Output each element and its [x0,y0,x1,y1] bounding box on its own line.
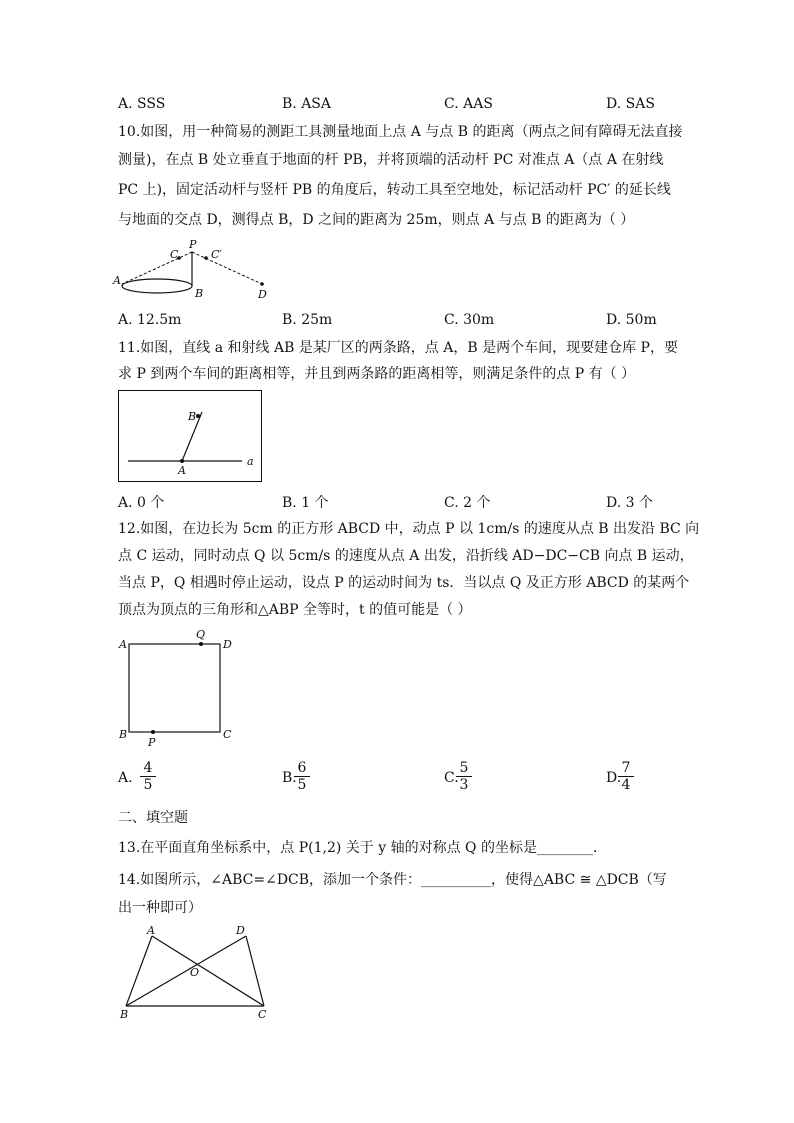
q10-label-d: D [258,288,267,301]
q10-option-d: D. 50m [606,312,657,328]
section-heading: 二、填空题 [118,810,188,826]
q14-label-a: A [147,924,155,937]
q14-line-2: 出一种即可） [118,900,202,916]
q11-option-a: A. 0 个 [118,495,165,511]
q10-label-b: B [195,287,204,300]
q12-label-d: D [223,638,232,651]
q11-option-b: B. 1 个 [282,495,329,511]
q14-label-c: C [258,1008,267,1021]
q10-option-c: C. 30m [444,312,495,328]
q10-label-a: A [113,274,121,287]
q14-label-d: D [236,924,245,937]
q12-line-4: 顶点为顶点的三角形和△ABP 全等时，t 的值可能是（ ） [118,602,472,618]
q12-line-2: 点 C 运动，同时动点 Q 以 5cm/s 的速度从点 A 出发，沿折线 AD−DC−CB 向点 B 运动， [118,548,694,564]
q11-line-2: 求 P 到两个车间的距离相等，并且到两条路的距离相等，则满足条件的点 P 有（ ） [118,366,636,382]
q10-line-3: PC 上)，固定活动杆与竖杆 PB 的角度后，转动工具至空地处，标记活动杆 PC′ 的延长线 [118,182,671,198]
q10-label-c-prime: C′ [211,248,222,261]
q9-option-d: D. SAS [606,96,655,112]
q12-figure [116,628,240,750]
q10-label-c: C [170,248,179,261]
q10-label-p: P [189,238,197,251]
q12-label-q: Q [196,628,206,641]
q14-label-o: O [190,966,200,979]
q9-option-c: C. AAS [444,96,493,112]
q12-label-b: B [119,728,128,741]
q11-option-d: D. 3 个 [606,495,653,511]
q12-label-c: C [223,728,232,741]
q11-label-a: A [178,464,186,477]
q12-label-p: P [148,736,156,749]
q11-label-line-a: a [247,455,254,468]
q10-line-2: 测量)，在点 B 处立垂直于地面的杆 PB，并将顶端的活动杆 PC 对准点 A（点 A 在射线 [118,152,664,168]
q11-label-b: B [188,410,197,423]
q9-option-a: A. SSS [118,96,166,112]
q11-line-1: 11.如图，直线 a 和射线 AB 是某厂区的两条路，点 A，B 是两个车间，现要建仓库 P，要 [118,340,678,356]
q10-option-b: B. 25m [282,312,333,328]
q10-figure [112,236,282,304]
q10-line-1: 10.如图，用一种简易的测距工具测量地面上点 A 与点 B 的距离（两点之间有障碍无法直接 [118,124,683,140]
q12-line-3: 当点 P，Q 相遇时停止运动，设点 P 的运动时间为 ts．当以点 Q 及正方形 ABCD 的某两个 [118,575,690,591]
q9-option-b: B. ASA [282,96,331,112]
q14-figure [116,922,278,1022]
q11-option-c: C. 2 个 [444,495,491,511]
q10-option-a: A. 12.5m [118,312,182,328]
q12-line-1: 12.如图，在边长为 5cm 的正方形 ABCD 中，动点 P 以 1cm/s 的速度从点 B 出发沿 BC 向 [118,521,700,537]
q14-line-1: 14.如图所示，∠ABC=∠DCB，添加一个条件：__________，使得△ABC ≅ △DCB（写 [118,872,667,888]
q10-line-4: 与地面的交点 D，测得点 B，D 之间的距离为 25m，则点 A 与点 B 的距离为（ ） [118,212,635,228]
q11-figure [118,390,264,484]
q12-label-a: A [119,638,127,651]
q14-label-b: B [120,1008,129,1021]
question-13: 13.在平面直角坐标系中，点 P(1,2) 关于 y 轴的对称点 Q 的坐标是________． [118,840,607,856]
